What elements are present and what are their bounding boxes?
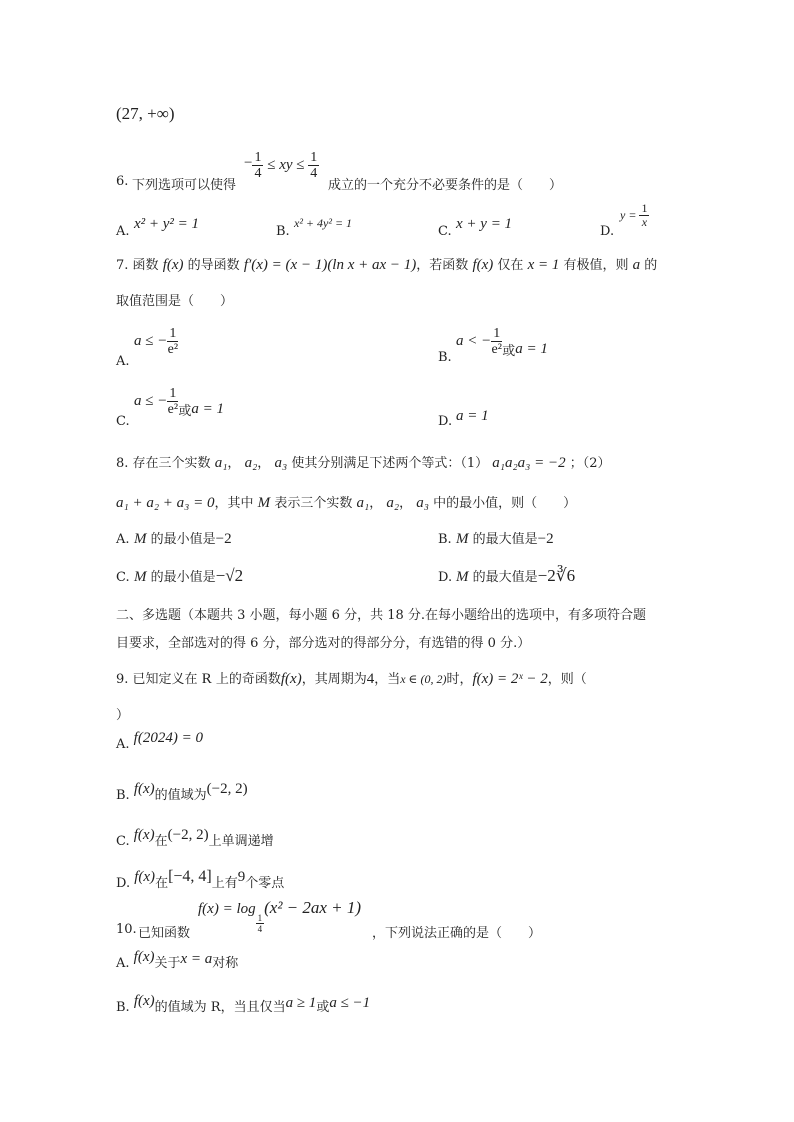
q9-B-label: B. (116, 788, 130, 803)
q9-B-text: 的值域为 (154, 788, 207, 803)
q8-eq-2: a₁ + a₂ + a₃ = 0 (116, 495, 215, 511)
q8-comma-4: ， (399, 496, 413, 511)
q7-A-lhs: a ≤ − (134, 333, 168, 349)
q6-ineq-mid: ≤ xy ≤ (263, 157, 309, 173)
q7-options-CD (0, 386, 794, 430)
q10-base-den: 4 (257, 924, 263, 934)
q7-B-num: 1 (493, 326, 501, 341)
q8-B-val: −2 (537, 531, 554, 547)
q7-text-6: 的 (644, 258, 658, 273)
q6-D-den: x (641, 215, 648, 229)
q6-D-label: D. (600, 224, 615, 239)
q7-number: 7. (116, 258, 129, 273)
q10-number: 10. (116, 922, 137, 937)
q10-B-fx: f(x) (133, 993, 155, 1009)
q7-text-4: 仅在 (497, 258, 524, 273)
q7-text-5: 有极值，则 (563, 258, 629, 273)
section2-header-line1 (116, 604, 794, 623)
q8-text-3: ；（2） (569, 456, 611, 471)
q9-D-fx: f(x) (134, 869, 156, 885)
q9-stem (116, 668, 794, 692)
q9-text-1: 已知定义在 (132, 672, 198, 687)
q8-B-label: B. (438, 532, 452, 547)
section2-text-1: 二、多选题（本题共 3 小题，每小题 6 分，共 18 分.在每小题给出的选项中，有多项符合题 (116, 608, 647, 623)
q7-A-den: e² (167, 342, 179, 357)
q9-D-text-2: 上有 (211, 876, 238, 891)
q9-option-C (116, 827, 794, 852)
q6-D-num: 1 (641, 201, 648, 215)
q10-func-rhs: (x² − 2ax + 1) (264, 898, 362, 917)
q8-comma-3: ， (369, 496, 383, 511)
q8-B-expr (456, 528, 554, 548)
q8-A-val: −2 (215, 531, 232, 547)
q8-stem (116, 452, 794, 474)
q7-D-label: D. (438, 414, 453, 429)
q6-frac-num-2: 1 (310, 150, 318, 165)
q7-text-3: ，若函数 (416, 258, 469, 273)
q10-stem (0, 898, 794, 942)
q7-C-rhs: a = 1 (191, 401, 224, 417)
q6-A-expr: x² + y² = 1 (134, 216, 200, 232)
q9-A-label: A. (116, 737, 130, 752)
q8-a3: a₃ (274, 455, 288, 471)
q8-eq-1: a₁a₂a₃ = −2 (492, 455, 566, 471)
q8-a2: a₂ (244, 455, 258, 471)
q8-D-text: 的最大值是 (472, 570, 538, 585)
q7-range-text: 取值范围是（ ） (116, 294, 234, 309)
q7-text-1: 函数 (132, 258, 159, 273)
q9-D-text-1: 在 (155, 876, 169, 891)
q9-cond: x ∈ (0, 2) (400, 672, 447, 686)
q6-frac-den: 4 (254, 166, 262, 181)
q8-D-val: −2∛6 (537, 566, 576, 585)
q8-A-expr (134, 528, 232, 548)
q7-B-expr (456, 326, 548, 357)
q10-B-expr-2: a ≤ −1 (329, 995, 371, 1011)
q9-option-A (116, 730, 794, 758)
q9-paren-close: ） (116, 708, 130, 723)
q9-eq: f(x) = 2ˣ − 2 (472, 671, 548, 687)
q7-fx-2: f(x) (472, 257, 494, 273)
q8-a2-b: a₂ (386, 495, 400, 511)
q9-C-label: C. (116, 834, 130, 849)
q9-D-text-3: 个零点 (245, 876, 285, 891)
q7-C-expr (134, 386, 224, 417)
q8-comma-1: ， (227, 456, 241, 471)
q8-C-val: −√2 (215, 566, 244, 585)
q8-D-M: M (456, 569, 469, 585)
q10-function (198, 898, 362, 934)
q9-option-D (116, 868, 794, 894)
q6-frac-num: 1 (254, 150, 262, 165)
q8-A-text: 的最小值是 (150, 532, 216, 547)
section2-text-2: 目要求，全部选对的得 6 分，部分选对的得部分分，有选错的得 0 分.） (116, 636, 531, 651)
q7-A-label: A. (116, 354, 130, 369)
q8-options-CD (0, 564, 794, 588)
q9-period: 4 (366, 671, 375, 687)
q8-text-2: 使其分别满足下述两个等式：（1） (291, 456, 489, 471)
q7-a: a (632, 257, 641, 273)
q8-options-AB (0, 528, 794, 550)
q6-B-label: B. (276, 224, 290, 239)
q6-stem-a: 下列选项可以使得 (132, 178, 237, 193)
q8-A-label: A. (116, 532, 130, 547)
q7-C-den: e² (167, 402, 179, 417)
q8-B-M: M (456, 531, 469, 547)
q8-comma-2: ， (257, 456, 271, 471)
q7-B-lhs: a < − (456, 333, 492, 349)
q9-D-expr: [−4, 4] (168, 868, 212, 885)
q7-A-num: 1 (169, 326, 177, 341)
q7-text-2: 的导函数 (187, 258, 240, 273)
q8-a1: a₁ (214, 455, 228, 471)
q8-D-expr (456, 566, 575, 586)
q7-B-rhs: a = 1 (515, 341, 548, 357)
q8-a1-b: a₁ (356, 495, 370, 511)
q6-number: 6. (116, 174, 129, 189)
q9-B-expr: (−2, 2) (206, 781, 248, 797)
q6-inequality (244, 150, 319, 181)
q7-options-AB (0, 326, 794, 370)
q6-frac-den-2: 4 (310, 166, 318, 181)
q8-D-label: D. (438, 570, 453, 585)
q6-D-expr (620, 202, 649, 229)
q6-A-label: A. (116, 224, 130, 239)
q7-x-eq-1: x = 1 (527, 257, 560, 273)
section2-header-line2 (116, 632, 794, 651)
q6-C-label: C. (438, 224, 452, 239)
q10-func-lhs: f(x) = log (198, 901, 256, 917)
q10-option-B (116, 993, 794, 1018)
q7-B-den: e² (491, 342, 502, 357)
q9-R: R (201, 671, 212, 687)
q10-B-text-1: 的值域为 R，当且仅当 (154, 1000, 286, 1015)
q10-A-expr: x = a (180, 951, 213, 967)
q9-C-expr: (−2, 2) (167, 827, 209, 843)
q9-B-fx: f(x) (133, 781, 155, 797)
q8-stem-line2 (116, 492, 794, 514)
q6-stem-b: 成立的一个充分不必要条件的是（ ） (328, 178, 563, 193)
q10-A-fx: f(x) (133, 949, 155, 965)
q9-option-B (116, 781, 794, 806)
q9-C-text-2: 上单调递增 (208, 834, 274, 849)
q9-fx: f(x) (280, 671, 302, 687)
q8-number: 8. (116, 456, 129, 471)
q10-text-2: ，下列说法正确的是（ ） (372, 926, 542, 941)
q8-C-M: M (134, 569, 147, 585)
q6-minus: − (244, 155, 253, 171)
q6-C-expr: x + y = 1 (456, 216, 513, 232)
q9-text-3: ，其周期为 (301, 672, 367, 687)
q9-D-nine: 9 (237, 869, 246, 885)
q9-text-4: ，当 (374, 672, 401, 687)
q8-A-M: M (134, 531, 147, 547)
q7-fx: f(x) (162, 257, 184, 273)
q7-B-label: B. (438, 350, 452, 365)
q7-A-expr (134, 326, 178, 357)
q8-text-6: 中的最小值，则（ ） (433, 496, 577, 511)
q9-C-text-1: 在 (154, 834, 168, 849)
q9-text-6: ，则（ (547, 672, 587, 687)
q10-A-text-2: 对称 (212, 956, 239, 971)
q6-B-expr: x² + 4y² = 1 (294, 216, 353, 230)
q8-text-5: 表示三个实数 (274, 496, 353, 511)
q7-D-expr: a = 1 (456, 408, 489, 424)
q7-derivative: f′(x) = (x − 1)(ln x + ax − 1) (243, 257, 417, 273)
q10-base-num: 1 (257, 913, 263, 923)
q10-B-expr-1: a ≥ 1 (285, 995, 317, 1011)
q7-C-num: 1 (169, 386, 177, 401)
q8-a3-b: a₃ (416, 495, 429, 511)
q7-C-lhs: a ≤ − (134, 393, 168, 409)
q9-text-5: 时， (446, 672, 473, 687)
q6-options (0, 201, 794, 242)
interval-text: (27, +∞) (116, 104, 175, 123)
q8-C-text: 的最小值是 (150, 570, 216, 585)
q8-C-expr (134, 566, 243, 586)
q9-C-fx: f(x) (133, 827, 155, 843)
prev-interval (116, 104, 794, 124)
q10-A-text-1: 关于 (154, 956, 181, 971)
q9-text-2: 上的奇函数 (215, 672, 281, 687)
q10-A-label: A. (116, 956, 130, 971)
q10-B-or: 或 (316, 1000, 330, 1015)
q7-B-or: 或 (502, 344, 516, 359)
q10-text-1: 已知函数 (138, 926, 191, 941)
q7-stem-line2 (116, 290, 794, 309)
q7-C-or: 或 (178, 404, 192, 419)
q6-D-lhs: y = (620, 208, 640, 222)
q10-B-label: B. (116, 1000, 130, 1015)
q8-text-1: 存在三个实数 (132, 456, 211, 471)
q7-C-label: C. (116, 414, 130, 429)
q8-text-4: ，其中 (214, 496, 254, 511)
q8-M: M (257, 495, 271, 511)
q9-D-label: D. (116, 876, 131, 891)
q9-A-expr: f(2024) = 0 (133, 730, 203, 746)
q10-option-A (116, 949, 794, 974)
q9-stem-line2 (116, 704, 794, 723)
q8-B-text: 的最大值是 (472, 532, 538, 547)
q7-stem (116, 254, 794, 278)
q9-number: 9. (116, 672, 129, 687)
q6-stem (116, 150, 794, 193)
q8-C-label: C. (116, 570, 130, 585)
